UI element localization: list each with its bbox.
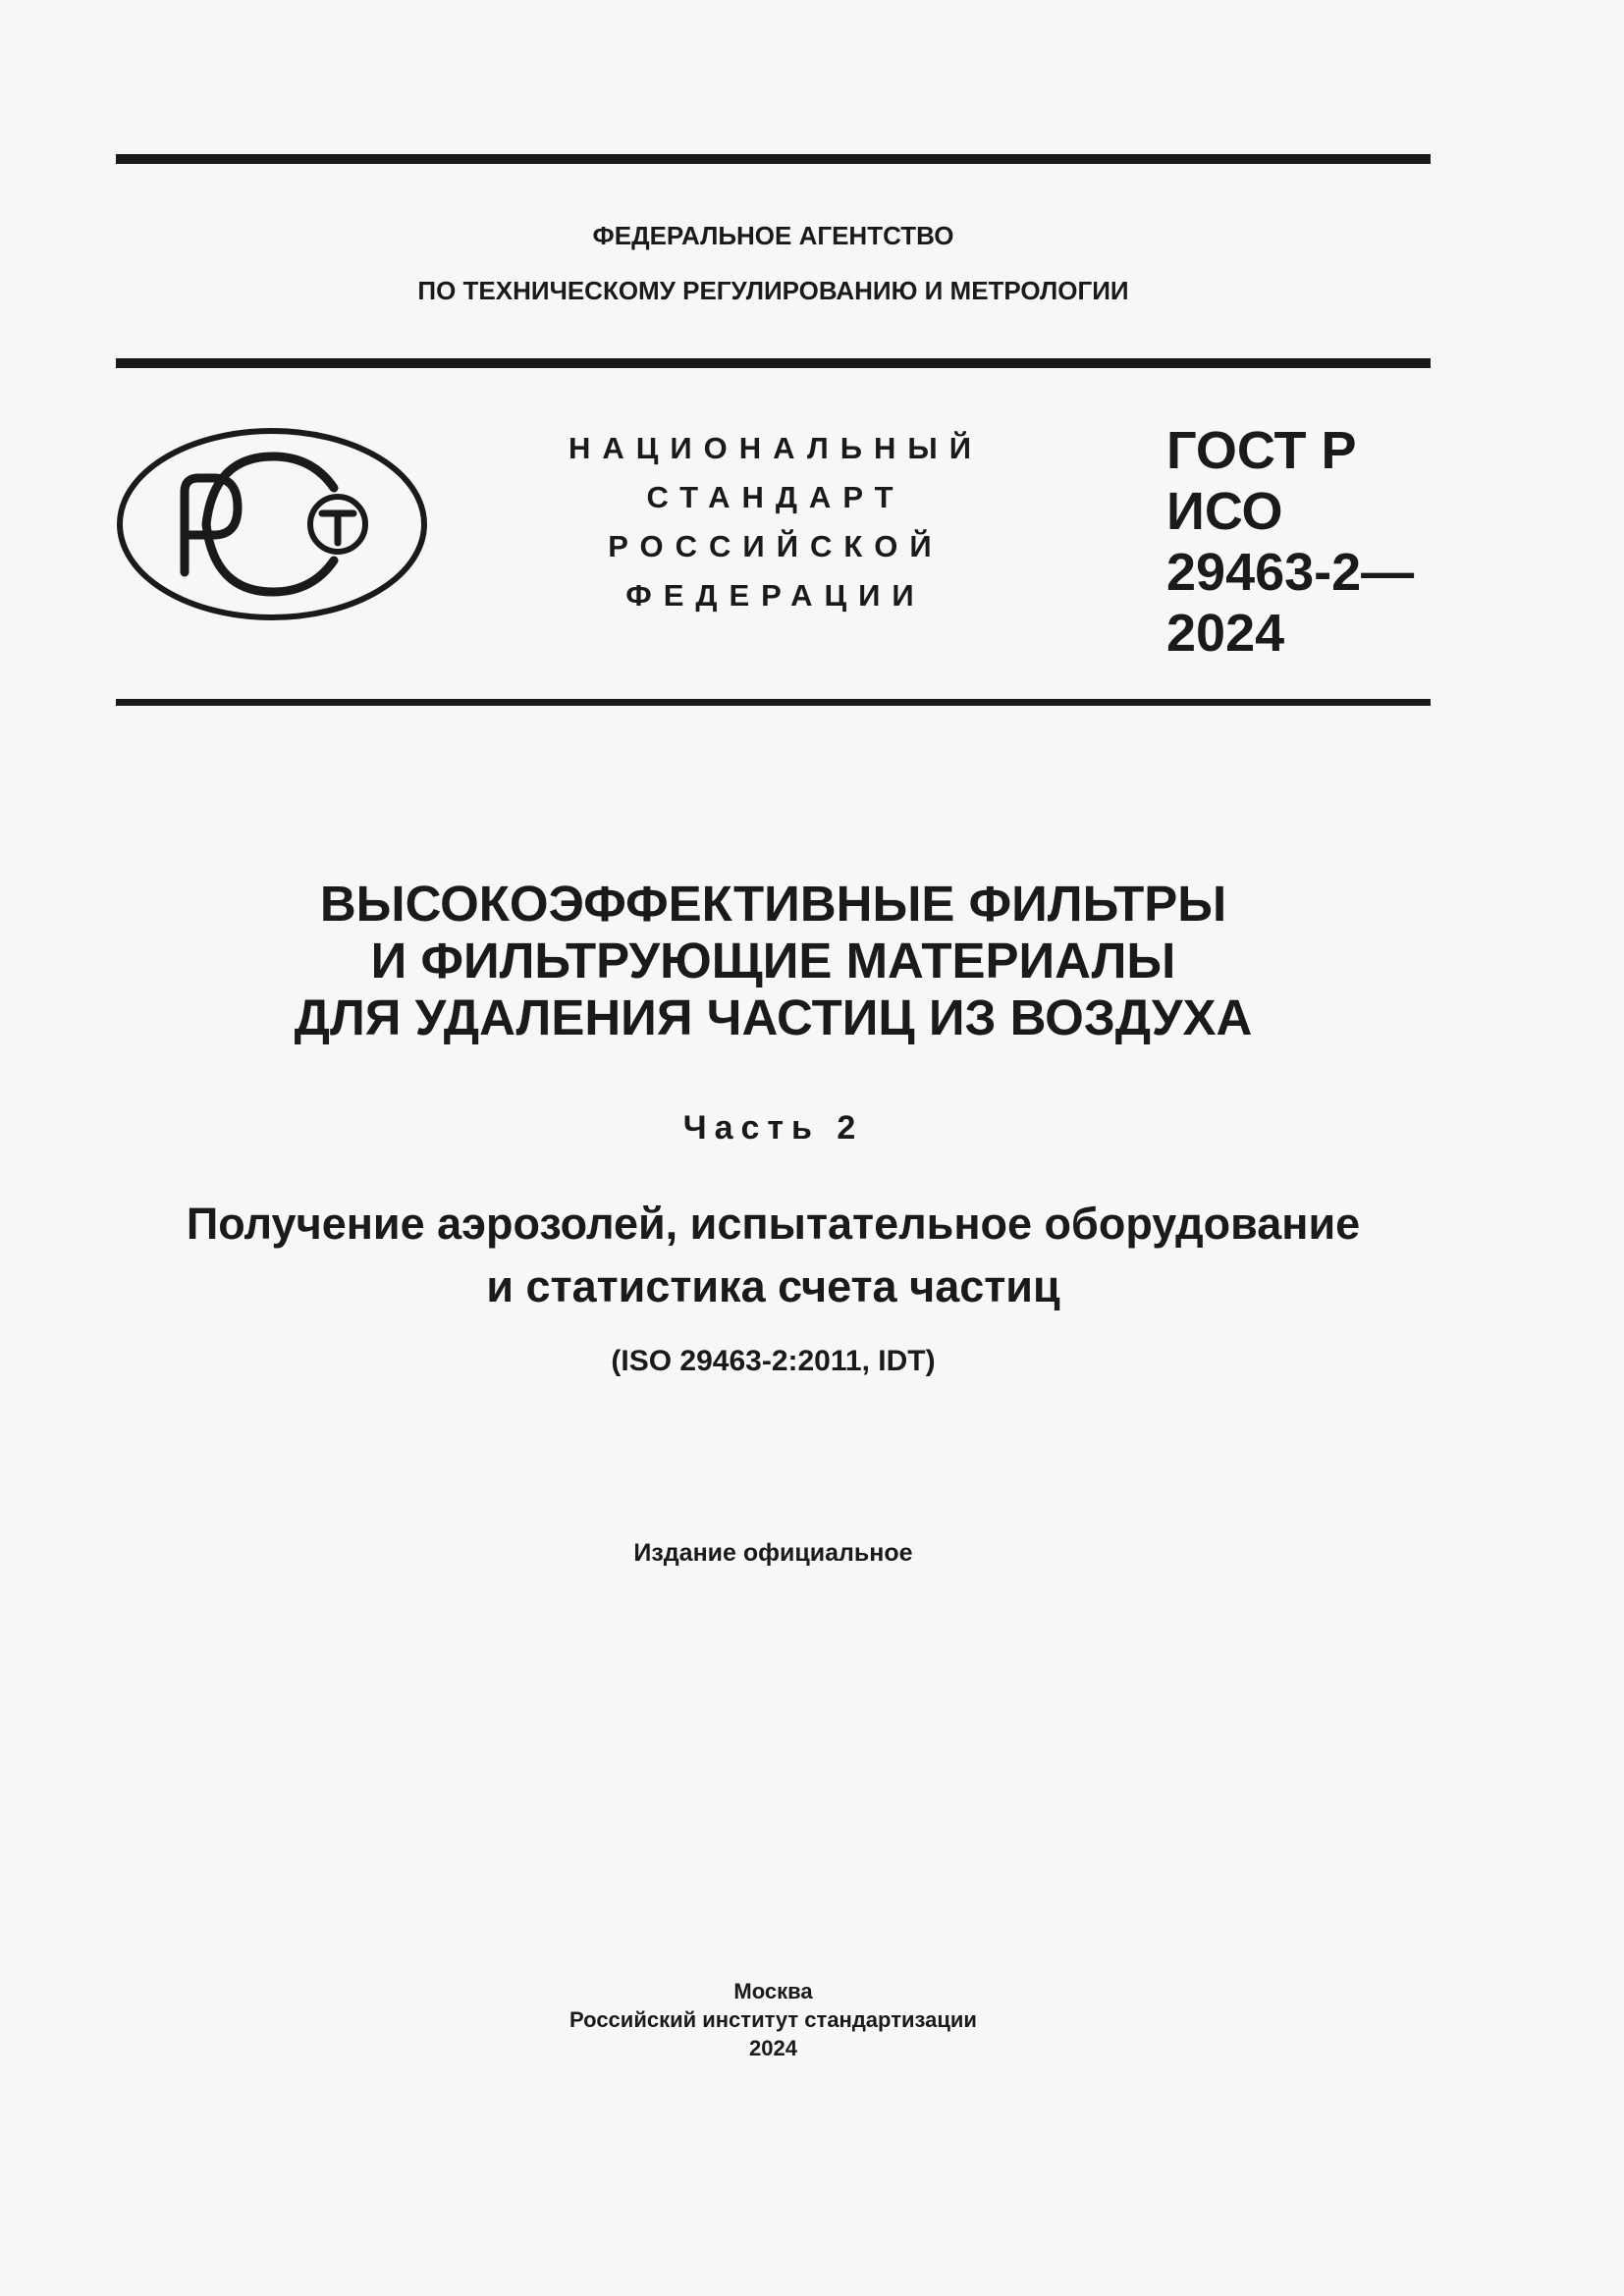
gost-line: ГОСТ Р bbox=[1166, 421, 1357, 480]
part-label: Часть 2 bbox=[682, 1109, 864, 1147]
national-line: РОССИЙСКОЙ bbox=[608, 529, 944, 563]
title-line: И ФИЛЬТРУЮЩИЕ МАТЕРИАЛЫ bbox=[370, 933, 1176, 988]
imprint-year: 2024 bbox=[749, 2036, 797, 2060]
gost-line: ИСО bbox=[1166, 482, 1283, 541]
agency-name-line-1: ФЕДЕРАЛЬНОЕ АГЕНТСТВО bbox=[592, 221, 954, 250]
agency-name-line-2: ПО ТЕХНИЧЕСКОМУ РЕГУЛИРОВАНИЮ И МЕТРОЛОГИИ bbox=[417, 276, 1129, 305]
gost-designation bbox=[1166, 420, 1432, 664]
national-standard-label bbox=[550, 424, 1001, 620]
top-rule bbox=[116, 154, 1431, 164]
subtitle-line: Получение аэрозолей, испытательное оборудование bbox=[186, 1199, 1361, 1249]
edition-label: Издание официальное bbox=[633, 1539, 913, 1567]
national-line: ФЕДЕРАЦИИ bbox=[625, 578, 926, 613]
header-rule bbox=[116, 358, 1431, 368]
title-line: ДЛЯ УДАЛЕНИЯ ЧАСТИЦ ИЗ ВОЗДУХА bbox=[294, 989, 1253, 1045]
document-title bbox=[116, 876, 1431, 1046]
designation-rule bbox=[116, 699, 1431, 706]
document-subtitle bbox=[116, 1193, 1431, 1318]
title-line: ВЫСОКОЭФФЕКТИВНЫЕ ФИЛЬТРЫ bbox=[319, 876, 1227, 932]
imprint bbox=[116, 1977, 1431, 2062]
gost-line: 2024 bbox=[1166, 604, 1285, 663]
imprint-city: Москва bbox=[733, 1979, 813, 2003]
national-line: СТАНДАРТ bbox=[646, 480, 905, 514]
rst-conformity-mark-icon bbox=[116, 427, 428, 621]
gost-line: 29463-2— bbox=[1166, 543, 1415, 602]
imprint-publisher: Российский институт стандартизации bbox=[569, 2007, 977, 2032]
subtitle-line: и статистика счета частиц bbox=[486, 1261, 1060, 1311]
national-line: НАЦИОНАЛЬНЫЙ bbox=[568, 431, 984, 465]
iso-reference: (ISO 29463-2:2011, IDT) bbox=[611, 1345, 936, 1377]
